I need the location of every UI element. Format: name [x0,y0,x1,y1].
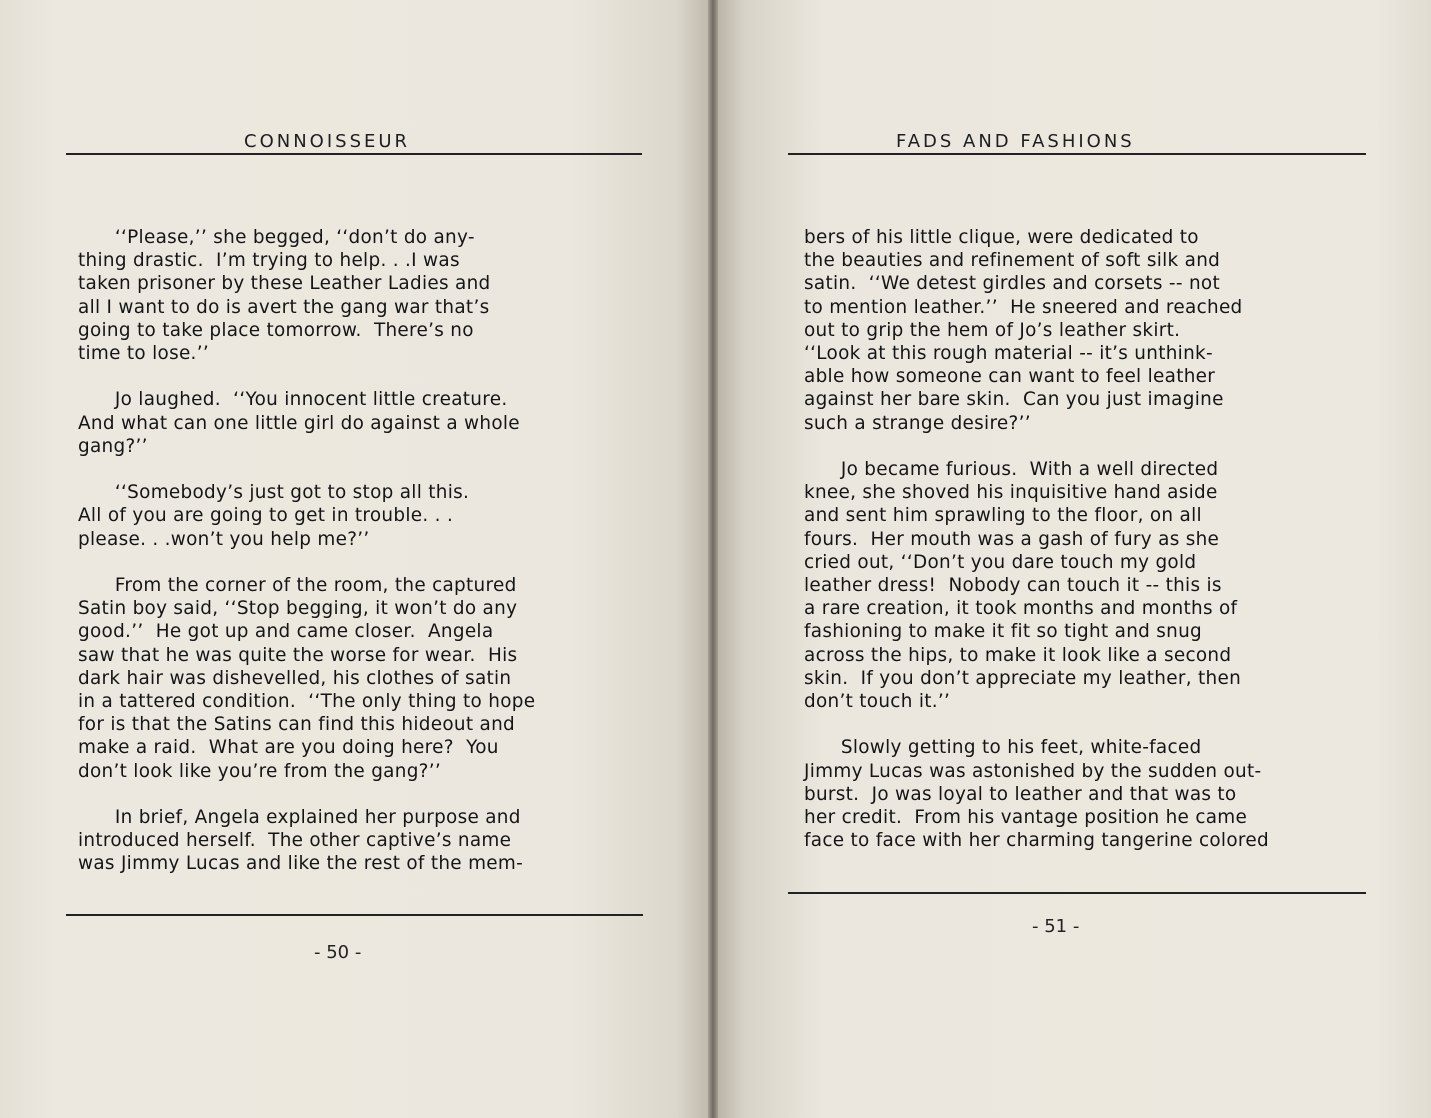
book-gutter [708,0,718,1118]
text-line: her credit. From his vantage position he came [804,807,1248,829]
text-line: dark hair was dishevelled, his clothes of satin [78,667,512,689]
text-line: good.’’ He got up and came closer. Angela [78,621,494,643]
paragraph-gap [78,458,535,481]
text-line: such a strange desire?’’ [804,412,1031,434]
text-line: able how someone can want to feel leather [804,366,1216,388]
text-line: out to grip the hem of Jo’s leather skirt. [804,319,1181,341]
text-line: From the corner of the room, the captured [78,575,517,597]
text-line: Jo laughed. ‘‘You innocent little creature. [78,389,508,411]
text-line: make a raid. What are you doing here? You [78,737,499,759]
text-line: burst. Jo was loyal to leather and that was to [804,783,1237,805]
text-line: All of you are going to get in trouble. . . [78,505,454,527]
text-line: ‘‘Somebody’s just got to stop all this. [78,482,470,504]
running-header-right: FADS AND FASHIONS [896,131,1135,152]
text-line: time to lose.’’ [78,343,209,365]
text-line: face to face with her charming tangerine colored [804,830,1269,852]
text-line: Jo became furious. With a well directed [804,459,1219,481]
page-number-right: - 51 - [1032,916,1080,937]
right-page [716,0,1431,1118]
text-line: fours. Her mouth was a gash of fury as she [804,528,1220,550]
text-line: the beauties and refinement of soft silk and [804,250,1221,272]
text-line: ‘‘Please,’’ she begged, ‘‘don’t do any- [78,227,475,248]
header-rule-right [788,153,1366,155]
text-line: don’t look like you’re from the gang?’’ [78,760,442,782]
body-text-left [78,226,535,876]
text-line: was Jimmy Lucas and like the rest of the mem- [78,853,524,875]
text-line: satin. ‘‘We detest girdles and corsets -- not [804,273,1220,295]
text-line: fashioning to make it fit so tight and snug [804,621,1203,643]
text-line: going to take place tomorrow. There’s no [78,319,474,341]
left-page [0,0,712,1118]
paragraph-gap [78,365,535,388]
text-line: a rare creation, it took months and months of [804,598,1238,620]
text-line: leather dress! Nobody can touch it -- this is [804,575,1222,597]
header-rule-left [66,153,642,155]
page-number-left: - 50 - [314,942,362,963]
paragraph-gap [804,713,1269,736]
text-line: cried out, ‘‘Don’t you dare touch my gold [804,551,1197,573]
text-line: introduced herself. The other captive’s name [78,830,512,852]
text-line: Jimmy Lucas was astonished by the sudden out- [804,760,1262,782]
text-line: bers of his little clique, were dedicated to [804,227,1199,248]
text-line: In brief, Angela explained her purpose and [78,807,521,829]
text-line: to mention leather.’’ He sneered and reached [804,296,1243,318]
paragraph-gap [804,435,1269,458]
paragraph-gap [78,783,535,806]
text-line: all I want to do is avert the gang war that’s [78,296,490,318]
text-line: across the hips, to make it look like a second [804,644,1232,666]
text-line: ‘‘Look at this rough material -- it’s unthink- [804,343,1213,365]
text-line: skin. If you don’t appreciate my leather, then [804,667,1242,689]
text-line: And what can one little girl do against a whole [78,412,520,434]
paragraph-gap [78,551,535,574]
text-line: against her bare skin. Can you just imagine [804,389,1224,411]
text-line: Satin boy said, ‘‘Stop begging, it won’t do any [78,598,518,620]
body-text-right [804,226,1269,852]
text-line: don’t touch it.’’ [804,691,951,713]
text-line: for is that the Satins can find this hideout and [78,714,515,736]
text-line: thing drastic. I’m trying to help. . .I was [78,250,460,272]
text-line: gang?’’ [78,435,148,457]
footer-rule-left [66,914,643,916]
footer-rule-right [788,892,1366,894]
text-line: taken prisoner by these Leather Ladies and [78,273,491,295]
text-line: knee, she shoved his inquisitive hand aside [804,482,1218,504]
text-line: in a tattered condition. ‘‘The only thing to hope [78,691,536,713]
text-line: Slowly getting to his feet, white-faced [804,737,1202,759]
text-line: please. . .won’t you help me?’’ [78,528,370,550]
running-header-left: CONNOISSEUR [244,131,411,152]
text-line: and sent him sprawling to the floor, on all [804,505,1202,527]
text-line: saw that he was quite the worse for wear. His [78,644,518,666]
